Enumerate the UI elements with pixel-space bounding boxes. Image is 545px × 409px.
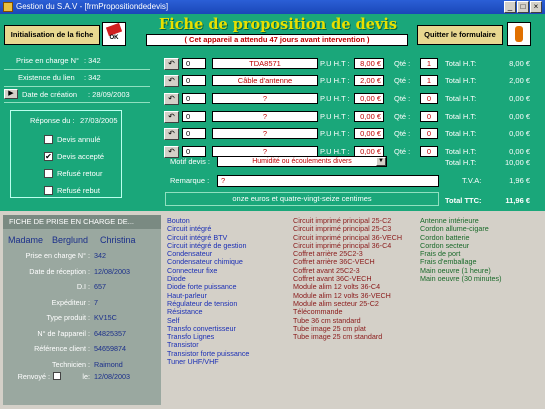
list-item[interactable]: Cordon allume-cigare (420, 224, 489, 234)
list-item[interactable]: Cordon secteur (420, 240, 470, 250)
fiche-field-value: 12/08/2003 (94, 266, 130, 276)
list-item[interactable]: Circuit intégré de gestion (167, 240, 247, 250)
remarque-input[interactable]: ? (217, 175, 439, 187)
exit-icon[interactable] (507, 22, 531, 46)
list-item[interactable]: Tube image 25 cm standard (293, 332, 383, 342)
init-form-button[interactable]: Initialisation de la fiche (4, 25, 100, 45)
qte-label: Qté : (394, 147, 411, 156)
prise-label: Prise en charge N° (16, 56, 80, 65)
fiche-field-label: D.I : (76, 282, 90, 291)
line-qte-input[interactable]: 1 (420, 75, 438, 86)
divider (4, 86, 150, 87)
line-ref-input[interactable]: ? (212, 93, 318, 104)
fiche-header: FICHE DE PRISE EN CHARGE DE... (3, 215, 161, 229)
close-button[interactable]: × (530, 1, 542, 13)
line-qty-input[interactable]: 0 (182, 128, 206, 139)
reponse-title: Réponse du : (30, 116, 75, 125)
date-label: Date de création (22, 90, 78, 99)
list-item[interactable]: Tube image 25 cm plat (293, 323, 366, 333)
line-ref-input[interactable]: TDA8571 (212, 58, 318, 69)
list-item[interactable]: Cordon batterie (420, 232, 470, 242)
pu-label: P.U H.T : (320, 59, 350, 68)
list-item[interactable]: Module alim 12 volts 36-C4 (293, 282, 381, 292)
list-item[interactable]: Circuit imprimé principal 36-VECH (293, 232, 403, 242)
refuse-rebut-checkbox[interactable] (44, 186, 53, 195)
fiche-field-label: Type produit : (46, 313, 90, 322)
ttc-value: 11,96 € (505, 196, 530, 205)
list-item[interactable]: Circuit imprimé principal 25-C3 (293, 224, 392, 234)
qte-label: Qté : (394, 94, 411, 103)
init-ok-icon[interactable] (102, 22, 126, 46)
window-titlebar (0, 0, 545, 14)
fiche-prenom: Christina (100, 235, 136, 245)
tva-value: 1,96 € (509, 176, 530, 185)
line-total-label: Total H.T: (445, 94, 477, 103)
line-total-value: 8,00 € (509, 59, 530, 68)
list-item[interactable]: Antenne intérieure (420, 216, 479, 225)
list-item[interactable]: Coffret arrière 36C-VECH (293, 257, 375, 267)
list-item[interactable]: Bouton (167, 216, 190, 225)
motif-label: Motif devis : (170, 157, 211, 166)
motif-dropdown-button[interactable]: ▼ (376, 157, 386, 166)
parts-list-red (293, 217, 402, 341)
line-ref-input[interactable]: Câble d'antenne (212, 75, 318, 86)
line-pu-input[interactable]: 0,00 € (354, 111, 384, 122)
qte-label: Qté : (394, 76, 411, 85)
undo-button[interactable]: ↶ (164, 146, 179, 158)
list-item[interactable]: Main oeuvre (30 minutes) (420, 274, 502, 284)
line-total-value: 0,00 € (509, 112, 530, 121)
motif-select[interactable] (217, 156, 387, 167)
line-total-label: Total H.T: (445, 129, 477, 138)
le-label: le: (82, 372, 90, 381)
fiche-nom: Berglund (52, 235, 89, 245)
fiche-field-label: Expéditeur : (51, 297, 90, 307)
list-item[interactable]: Circuit intégré (167, 224, 212, 234)
line-qty-input[interactable]: 0 (182, 111, 206, 122)
list-item[interactable]: Frais de port (420, 249, 461, 259)
refuse-retour-label: Refusé retour (57, 169, 103, 178)
pu-label: P.U H.T : (320, 147, 350, 156)
line-qte-input[interactable]: 1 (420, 58, 438, 69)
app-icon (3, 2, 13, 12)
line-ref-input[interactable]: ? (212, 146, 318, 157)
line-qty-input[interactable]: 0 (182, 93, 206, 104)
fiche-field-label: Technicien : (52, 359, 90, 369)
devis-annule-label: Devis annulé (57, 135, 101, 144)
fiche-field-value: KV15C (94, 313, 117, 322)
line-pu-input[interactable]: 2,00 € (354, 75, 384, 86)
pu-label: P.U H.T : (320, 76, 350, 85)
motif-value: Humidité ou écoulements divers (252, 158, 352, 165)
existence-value: : 342 (84, 73, 101, 82)
refuse-retour-checkbox[interactable] (44, 169, 53, 178)
date-arrow-button[interactable]: ▶ (4, 89, 18, 99)
prise-value: : 342 (84, 56, 101, 65)
devis-accepte-label: Devis accepté (57, 152, 105, 161)
fiche-field-value: 657 (94, 282, 106, 291)
list-item[interactable]: Connecteur fixe (167, 265, 218, 275)
line-pu-input[interactable]: 0,00 € (354, 93, 384, 104)
list-item[interactable]: Frais d'emballage (420, 257, 477, 267)
list-item[interactable]: Circuit imprimé principal 36-C4 (293, 240, 392, 250)
devis-accepte-checkbox[interactable]: ✔ (45, 152, 52, 161)
pu-label: P.U H.T : (320, 112, 350, 121)
list-item[interactable]: Condensateur chimique (167, 257, 243, 267)
list-item[interactable]: Circuit imprimé principal 25-C2 (293, 216, 392, 225)
page-title: Fiche de proposition de devis (158, 16, 398, 33)
line-pu-input[interactable]: 0,00 € (354, 128, 384, 139)
parts-list-blue (167, 217, 249, 366)
line-total-label: Total H.T: (445, 59, 477, 68)
fiche-civilite: Madame (8, 235, 44, 245)
fiche-field-value: 342 (94, 251, 106, 260)
line-qte-input[interactable]: 0 (420, 111, 438, 122)
line-total-value: 0,00 € (509, 129, 530, 138)
undo-button[interactable]: ↶ (164, 75, 179, 87)
list-item[interactable]: Transfo convertisseur (167, 323, 236, 333)
line-qty-input[interactable]: 0 (182, 146, 206, 157)
undo-button[interactable]: ↶ (164, 58, 179, 70)
fiche-field-value: 54659874 (94, 344, 126, 353)
line-total-label: Total H.T: (445, 112, 477, 121)
qte-label: Qté : (394, 59, 411, 68)
list-item[interactable]: Transistor forte puissance (167, 348, 250, 358)
fiche-field-label: Prise en charge N° : (25, 251, 90, 260)
maximize-button[interactable]: □ (517, 1, 529, 13)
divider (4, 102, 150, 103)
undo-button[interactable]: ↶ (164, 93, 179, 105)
fiche-field-value: 64825357 (94, 328, 126, 338)
list-item[interactable]: Coffret arrière 25C2-3 (293, 249, 363, 259)
fiche-field-label: Date de réception : (29, 266, 90, 276)
devis-annule-checkbox[interactable] (44, 135, 53, 144)
list-item[interactable]: Diode (167, 274, 186, 284)
pu-label: P.U H.T : (320, 129, 350, 138)
list-item[interactable]: Self (167, 315, 180, 325)
list-item[interactable]: Résistance (167, 307, 203, 317)
line-total-value: 2,00 € (509, 76, 530, 85)
renvoye-label: Renvoyé : (17, 372, 50, 381)
ttc-label: Total TTC: (445, 196, 482, 205)
line-pu-input[interactable]: 0,00 € (354, 146, 384, 157)
list-item[interactable]: Module alim 12 volts 36-VECH (293, 290, 391, 300)
quit-form-button[interactable]: Quitter le formulaire (417, 25, 503, 45)
pu-label: P.U H.T : (320, 94, 350, 103)
fiche-field-value: 7 (94, 297, 98, 307)
wait-days-banner: ( Cet appareil a attendu 47 jours avant intervention ) (146, 34, 408, 46)
line-ref-input[interactable]: ? (212, 128, 318, 139)
undo-button[interactable]: ↶ (164, 111, 179, 123)
line-qte-input[interactable]: 0 (420, 128, 438, 139)
parts-list-green (420, 217, 502, 283)
undo-button[interactable]: ↶ (164, 128, 179, 140)
list-item[interactable]: Coffret avant 36C-VECH (293, 274, 372, 284)
list-item[interactable]: Coffret avant 25C2-3 (293, 265, 360, 275)
line-ref-input[interactable]: ? (212, 111, 318, 122)
list-item[interactable]: Main oeuvre (1 heure) (420, 265, 491, 275)
window-title: Gestion du S.A.V - [frmPropositiondedevis] (16, 2, 169, 11)
date-value: : 28/09/2003 (88, 90, 130, 99)
existence-label: Existence du lien (18, 73, 75, 82)
list-item[interactable]: Transfo Lignes (167, 332, 215, 342)
divider (4, 69, 150, 70)
line-total-label: Total H.T: (445, 147, 477, 156)
list-item[interactable]: Régulateur de tension (167, 298, 238, 308)
total-ht-value: 10,00 € (504, 158, 530, 167)
line-qte-input[interactable]: 0 (420, 93, 438, 104)
amount-in-words: onze euros et quatre-vingt-seize centimes (165, 192, 439, 206)
qte-label: Qté : (394, 112, 411, 121)
line-total-label: Total H.T: (445, 76, 477, 85)
fiche-field-label: N° de l'appareil : (37, 328, 90, 338)
fiche-field-value: Raimond (94, 359, 123, 369)
reponse-date: 27/03/2005 (80, 116, 118, 125)
line-pu-input[interactable]: 8,00 € (354, 58, 384, 69)
qte-label: Qté : (394, 129, 411, 138)
list-item[interactable]: Module alim secteur 25-C2 (293, 298, 379, 308)
list-item[interactable]: Transistor (167, 340, 199, 350)
line-qte-input[interactable]: 0 (420, 146, 438, 157)
list-item[interactable]: Diode forte puissance (167, 282, 237, 292)
list-item[interactable]: Télécommande (293, 307, 343, 317)
line-total-value: 0,00 € (509, 94, 530, 103)
refuse-rebut-label: Refusé rebut (57, 186, 100, 195)
list-item[interactable]: Haut-parleur (167, 290, 207, 300)
line-total-value: 0,00 € (509, 147, 530, 156)
total-ht-label: Total H.T: (445, 158, 477, 167)
le-value: 12/08/2003 (94, 372, 130, 381)
remarque-label: Remarque : (170, 176, 210, 185)
list-item[interactable]: Circuit intégré BTV (167, 232, 228, 242)
line-qty-input[interactable]: 0 (182, 75, 206, 86)
list-item[interactable]: Condensateur (167, 249, 213, 259)
minimize-button[interactable]: _ (504, 1, 516, 13)
fiche-field-label: Référence client : (34, 344, 90, 353)
tva-label: T.V.A: (462, 176, 482, 185)
line-qty-input[interactable]: 0 (182, 58, 206, 69)
init-icon-text: OK (109, 35, 119, 41)
list-item[interactable]: Tube 36 cm standard (293, 315, 361, 325)
list-item[interactable]: Tuner UHF/VHF (167, 357, 219, 367)
